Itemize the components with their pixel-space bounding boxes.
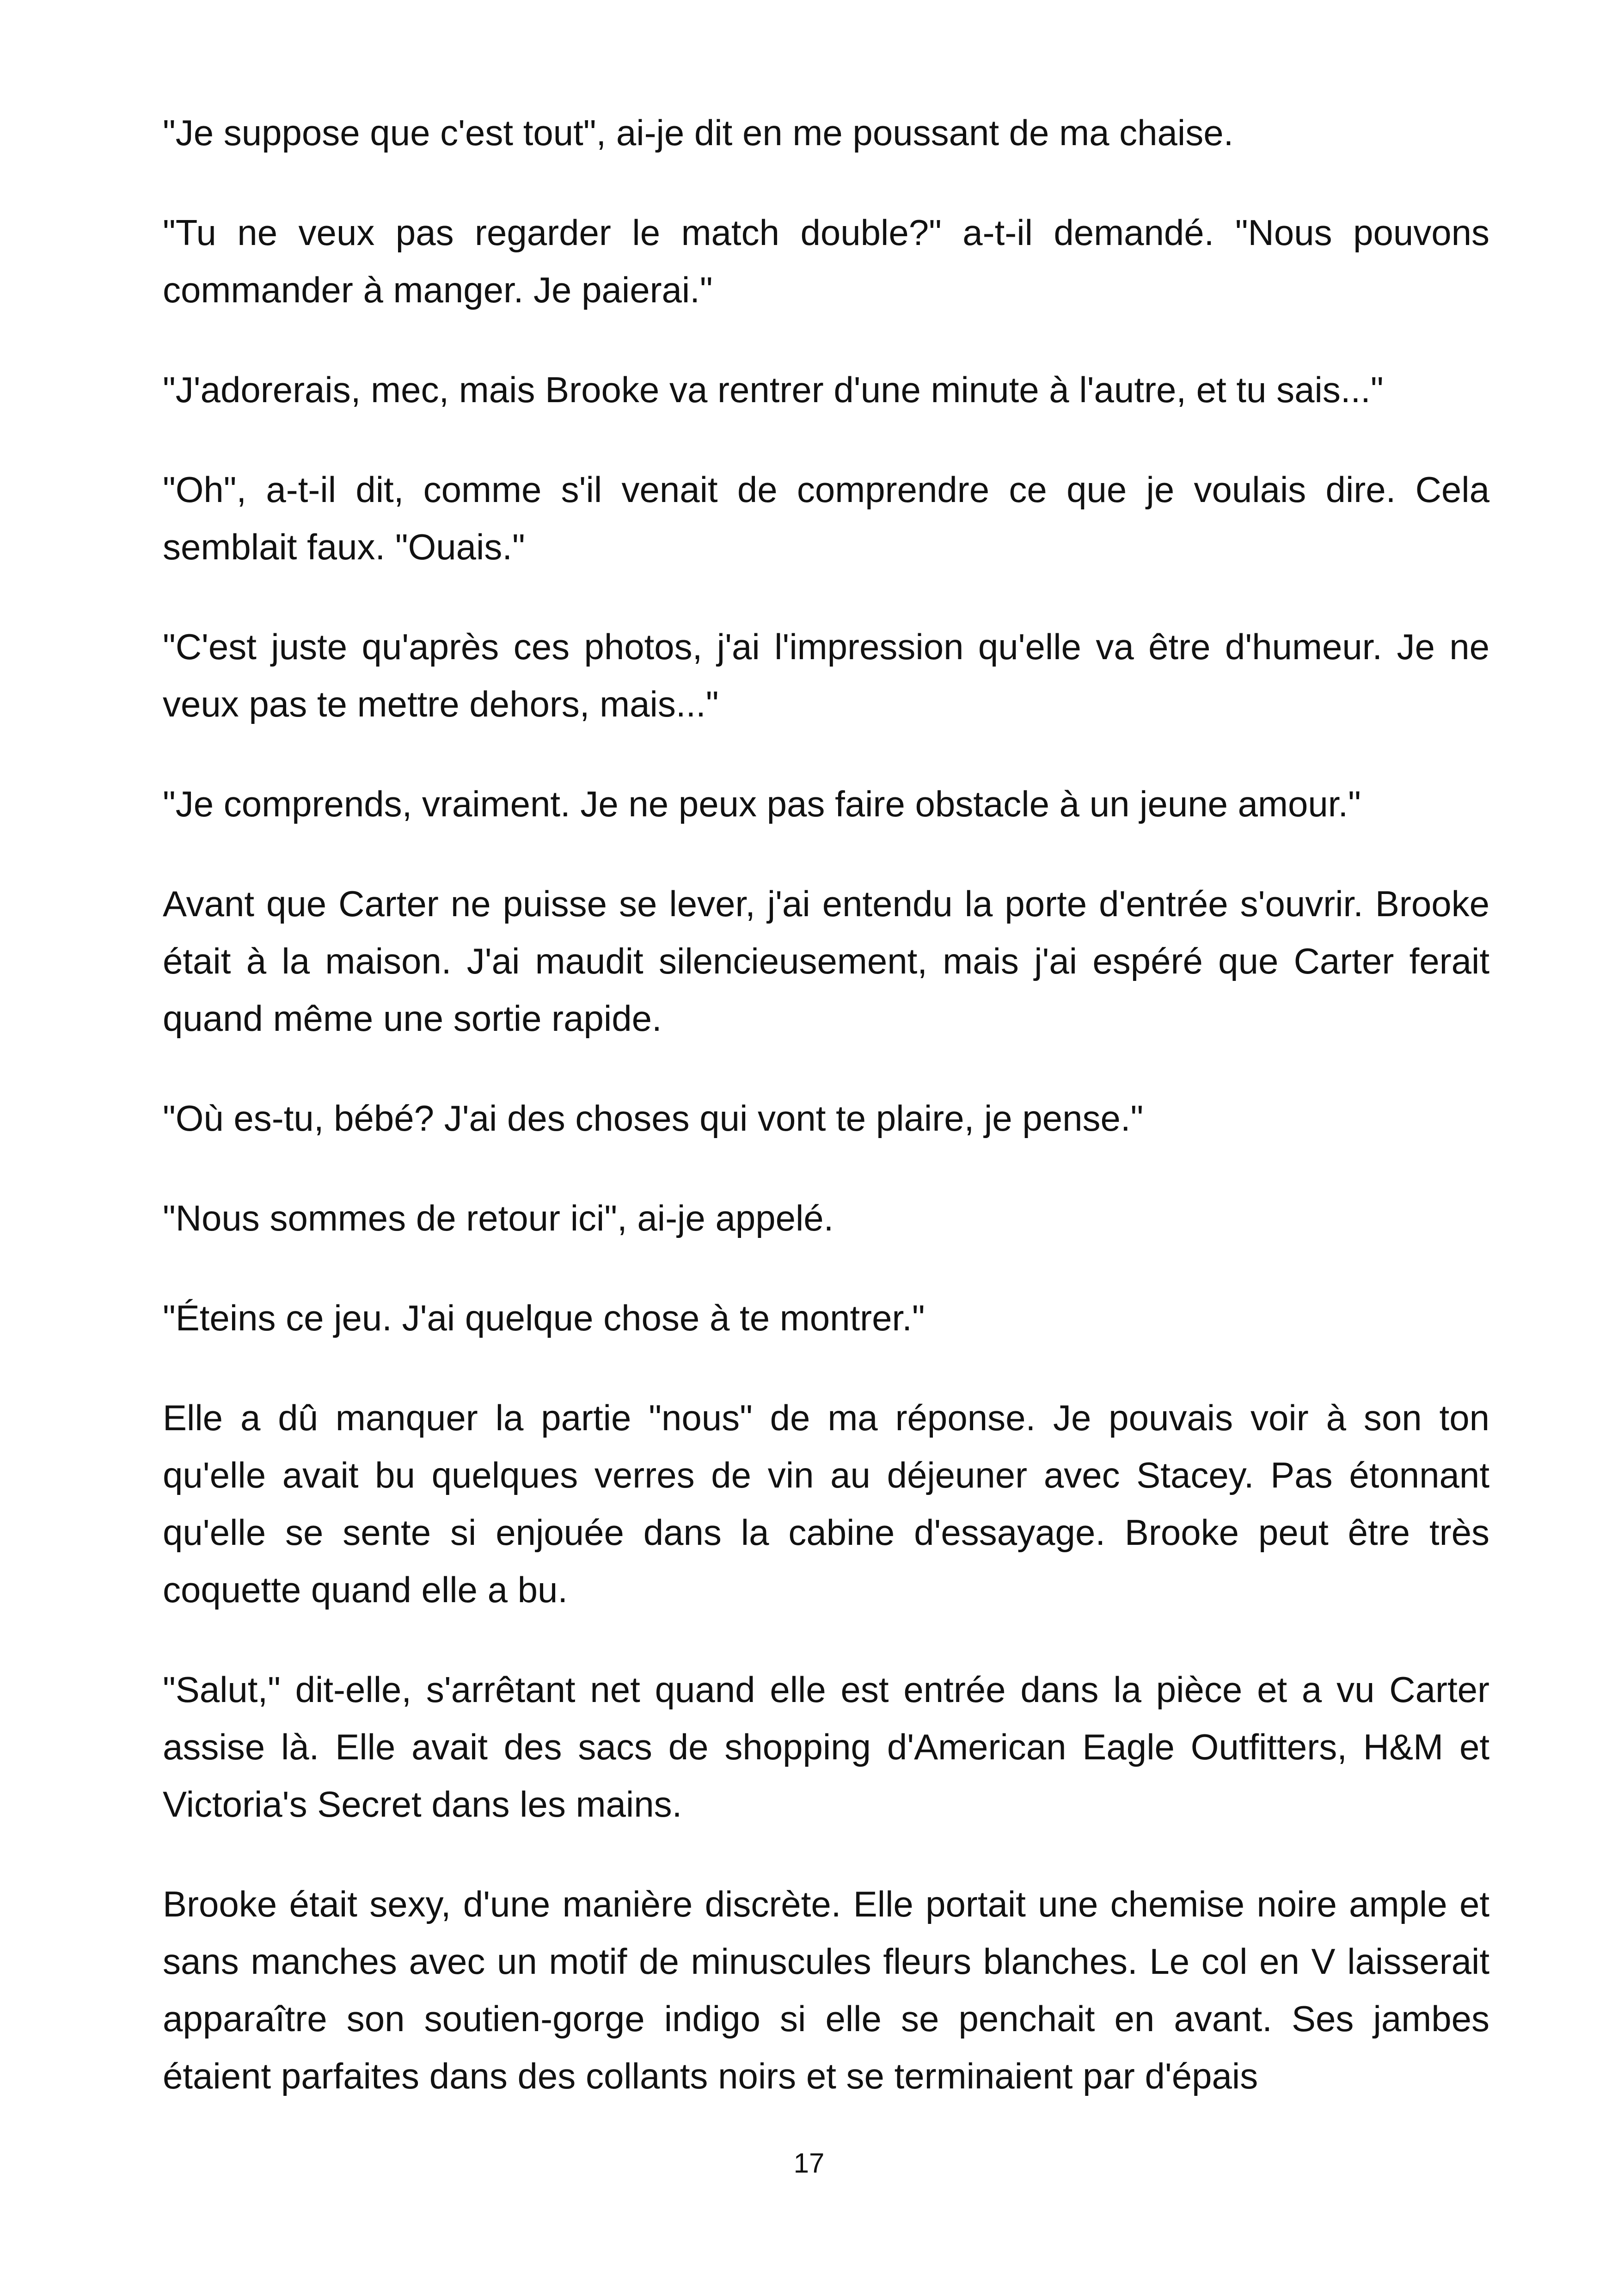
paragraph: Elle a dû manquer la partie "nous" de ma réponse. Je pouvais voir à son ton qu'elle avait bu quelques verres de vin au déjeuner avec Stacey. Pas étonnant qu'elle se sente si enjouée dans la cabine d'essayage. Brooke peut être très coquette quand elle a bu. [163, 1397, 1489, 1610]
paragraph: "Éteins ce jeu. J'ai quelque chose à te montrer." [163, 1298, 925, 1338]
paragraph: "Je comprends, vraiment. Je ne peux pas faire obstacle à un jeune amour." [163, 784, 1361, 824]
paragraph: "J'adorerais, mec, mais Brooke va rentrer d'une minute à l'autre, et tu sais..." [163, 369, 1384, 410]
paragraph: "Salut," dit-elle, s'arrêtant net quand elle est entrée dans la pièce et a vu Carter assise là. Elle avait des sacs de shopping d'American Eagle Outfitters, H&M et Victoria's Secret dans les mains. [163, 1669, 1489, 1825]
paragraph: "Tu ne veux pas regarder le match double?" a-t-il demandé. "Nous pouvons commander à manger. Je paierai." [163, 212, 1489, 310]
body-text [163, 104, 1489, 2105]
paragraph: "Je suppose que c'est tout", ai-je dit en me poussant de ma chaise. [163, 112, 1234, 153]
paragraph: "Oh", a-t-il dit, comme s'il venait de comprendre ce que je voulais dire. Cela semblait faux. "Ouais." [163, 469, 1489, 567]
paragraph: "Nous sommes de retour ici", ai-je appelé. [163, 1198, 834, 1238]
paragraph: "Où es-tu, bébé? J'ai des choses qui vont te plaire, je pense." [163, 1098, 1144, 1139]
paragraph: Brooke était sexy, d'une manière discrète. Elle portait une chemise noire ample et sans manches avec un motif de minuscules fleurs blanches. Le col en V laisserait apparaître son soutien-gorge indigo si elle se penchait en avant. Ses jambes étaient parfaites dans des collants noirs et se terminaient par d'épais [163, 1884, 1489, 2096]
page-number: 17 [793, 2148, 825, 2179]
paragraph: Avant que Carter ne puisse se lever, j'ai entendu la porte d'entrée s'ouvrir. Brooke était à la maison. J'ai maudit silencieusement, mais j'ai espéré que Carter ferait quand même une sortie rapide. [163, 883, 1489, 1039]
paragraph: "C'est juste qu'après ces photos, j'ai l'impression qu'elle va être d'humeur. Je ne veux pas te mettre dehors, mais..." [163, 626, 1489, 724]
